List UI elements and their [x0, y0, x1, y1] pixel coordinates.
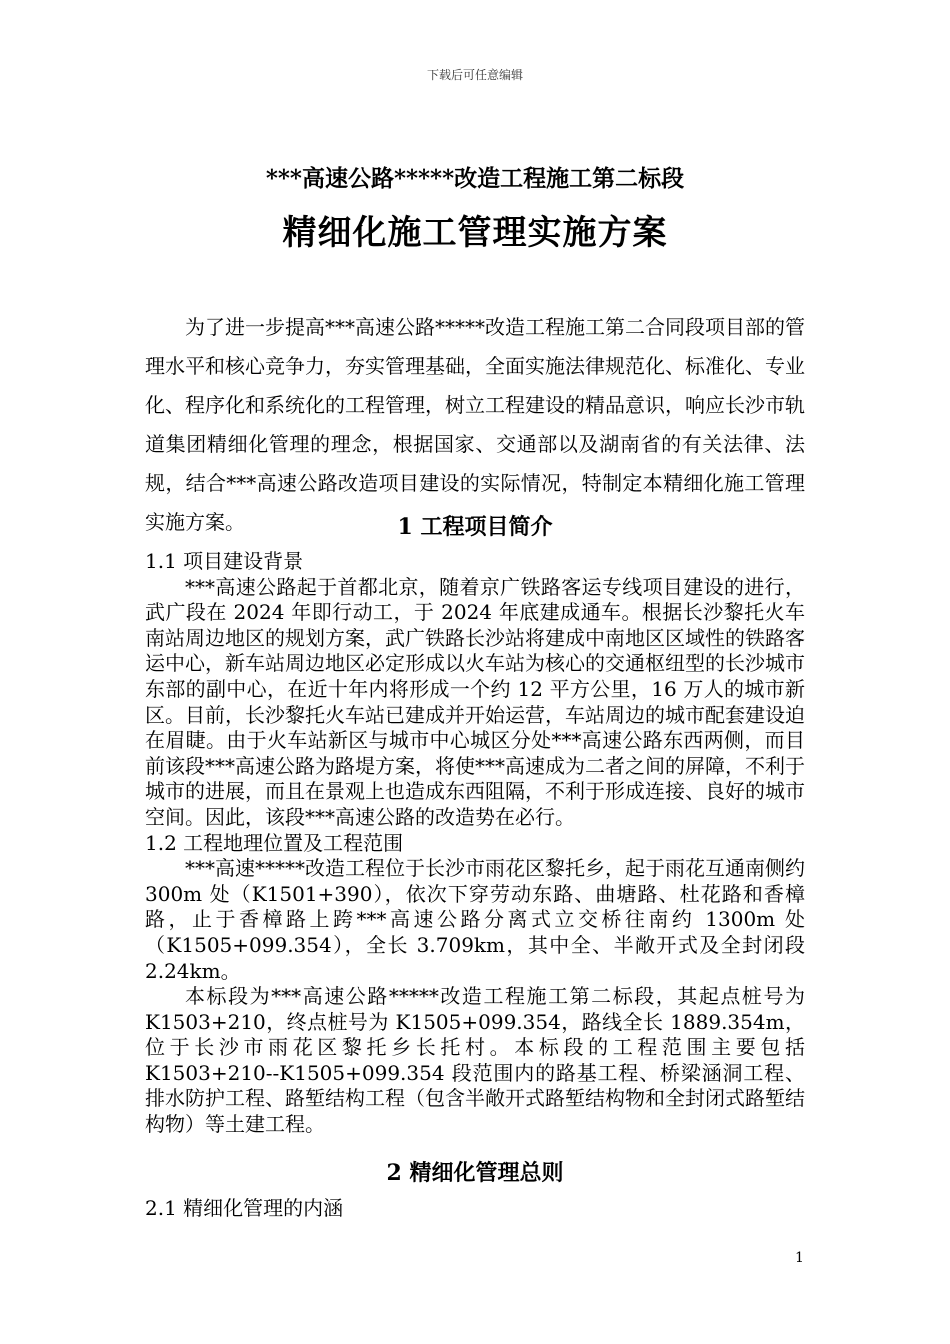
subsection-1-2-paragraph-2: 本标段为***高速公路*****改造工程施工第二标段，其起点桩号为 K1503+210，终点桩号为 K1505+099.354，路线全长 1889.354m，位于长沙市雨花区黎托乡长托村。本标段的工程范围主要包括 K1503+210--K1505+099.354 段范围内的路基工程、桥梁涵洞工程、排水防护工程、路堑结构工程（包含半敞开式路堑结构物和全封闭式路堑结构物）等土建工程。	[145, 984, 805, 1137]
document-title-line1: ***高速公路*****改造工程施工第二标段	[265, 165, 685, 192]
page-header-note: 下载后可任意编辑	[426, 68, 523, 82]
section-1-body	[145, 549, 805, 1138]
page-number: 1	[795, 1250, 804, 1266]
subsection-1-1-title: 1.1 项目建设背景	[145, 549, 304, 573]
section-2-heading: 2 精细化管理总则	[386, 1160, 564, 1186]
subsection-1-2-title: 1.2 工程地理位置及工程范围	[145, 830, 404, 855]
document-title-line2: 精细化施工管理实施方案	[282, 213, 668, 253]
subsection-1-1-paragraph: ***高速公路起于首都北京，随着京广铁路客运专线项目建设的进行，武广段在 2024 年即行动工，于 2024 年底建成通车。根据长沙黎托火车南站周边地区的规划方案，武广铁路长沙站将建成中南地区区域性的铁路客运中心，新车站周边地区必定形成以火车站为核心的交通枢纽型的长沙城市东部的副中心，在近十年内将形成一个约 12 平方公里，16 万人的城市新区。目前，长沙黎托火车站已建成并开始运营，车站周边的城市配套建设迫在眉睫。由于火车站新区与城市中心城区分处***高速公路东西两侧，而目前该段***高速公路为路堤方案，将使***高速成为二者之间的屏障，不利于城市的进展，而且在景观上也造成东西阻隔，不利于形成连接、良好的城市空间。因此，该段***高速公路的改造势在必行。	[145, 574, 805, 829]
intro-paragraph: 为了进一步提高***高速公路*****改造工程施工第二合同段项目部的管理水平和核心竞争力，夯实管理基础，全面实施法律规范化、标准化、专业化、程序化和系统化的工程管理，树立工程建设的精品意识，响应长沙市轨道集团精细化管理的理念，根据国家、交通部以及湖南省的有关法律、法规，结合***高速公路改造项目建设的实际情况，特制定本精细化施工管理实施方案。	[145, 315, 805, 534]
intro-section	[145, 308, 805, 542]
section-1-heading: 1 工程项目简介	[397, 514, 553, 540]
subsection-1-2-paragraph-1: ***高速*****改造工程位于长沙市雨花区黎托乡，起于雨花互通南侧约 300m 处（K1501+390），依次下穿劳动东路、曲塘路、杜花路和香樟路，止于香樟路上跨***高速公路分离式立交桥往南约 1300m 处（K1505+099.354），全长 3.709km，其中全、半敞开式及全封闭段 2.24km。	[145, 856, 805, 983]
section-2-body	[145, 1196, 805, 1222]
subsection-2-1-title: 2.1 精细化管理的内涵	[145, 1196, 344, 1220]
